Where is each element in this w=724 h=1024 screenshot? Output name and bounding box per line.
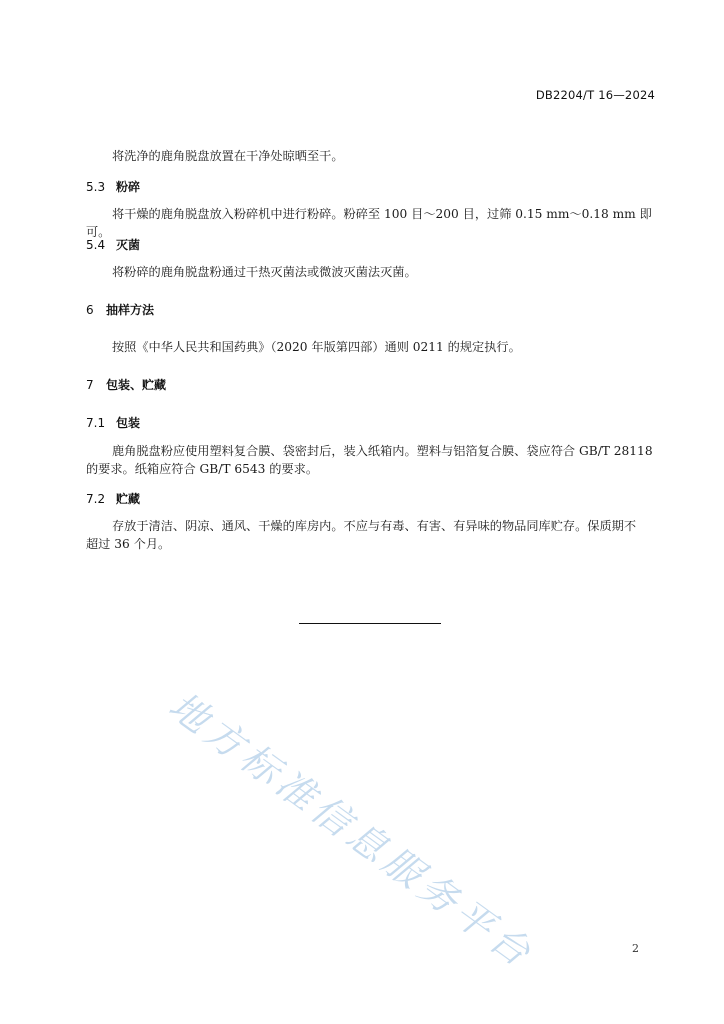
section-7-1-paragraph-line-1: 鹿角脱盘粉应使用塑料复合膜、袋密封后，装入纸箱内。塑料与铝箔复合膜、袋应符合 GB/T 28118: [112, 444, 653, 458]
section-number: 7.2: [86, 492, 106, 506]
watermark-text: 地方标准信息服务平台: [160, 683, 543, 978]
section-5-4-paragraph: 将粉碎的鹿角脱盘粉通过干热灭菌法或微波灭菌法灭菌。: [112, 265, 417, 279]
section-title: 灭菌: [116, 238, 141, 252]
section-6-heading: [86, 301, 154, 318]
section-7-heading: [86, 376, 166, 393]
section-number: 6: [86, 303, 94, 317]
section-number: 5.4: [86, 238, 106, 252]
end-of-document-rule: [299, 623, 441, 624]
section-number: 7: [86, 378, 94, 392]
document-code: DB2204/T 16—2024: [535, 88, 655, 102]
page-number: 2: [632, 942, 639, 955]
section-7-2-heading: [86, 490, 140, 507]
section-7-2-paragraph-line-2: 超过 36 个月。: [86, 537, 171, 551]
section-title: 抽样方法: [106, 303, 155, 317]
section-7-1-paragraph-line-2: 的要求。纸箱应符合 GB/T 6543 的要求。: [86, 462, 319, 476]
section-title: 包装: [116, 416, 141, 430]
intro-paragraph: 将洗净的鹿角脱盘放置在干净处晾晒至干。: [112, 149, 344, 163]
section-7-2-paragraph-line-1: 存放于清洁、阴凉、通风、干燥的库房内。不应与有毒、有害、有异味的物品同库贮存。保质期不: [112, 519, 637, 533]
section-7-1-heading: [86, 414, 140, 431]
section-5-3-paragraph: 将干燥的鹿角脱盘放入粉碎机中进行粉碎。粉碎至 100 目～200 目，过筛 0.15 mm～0.18 mm 即可。: [86, 207, 652, 239]
section-title: 贮藏: [116, 492, 141, 506]
section-number: 7.1: [86, 416, 106, 430]
section-title: 粉碎: [116, 180, 141, 194]
section-5-3-heading: [86, 178, 140, 195]
section-6-paragraph: 按照《中华人民共和国药典》（2020 年版第四部）通则 0211 的规定执行。: [112, 340, 521, 354]
section-title: 包装、贮藏: [106, 378, 167, 392]
section-5-4-heading: [86, 236, 140, 253]
section-number: 5.3: [86, 180, 106, 194]
